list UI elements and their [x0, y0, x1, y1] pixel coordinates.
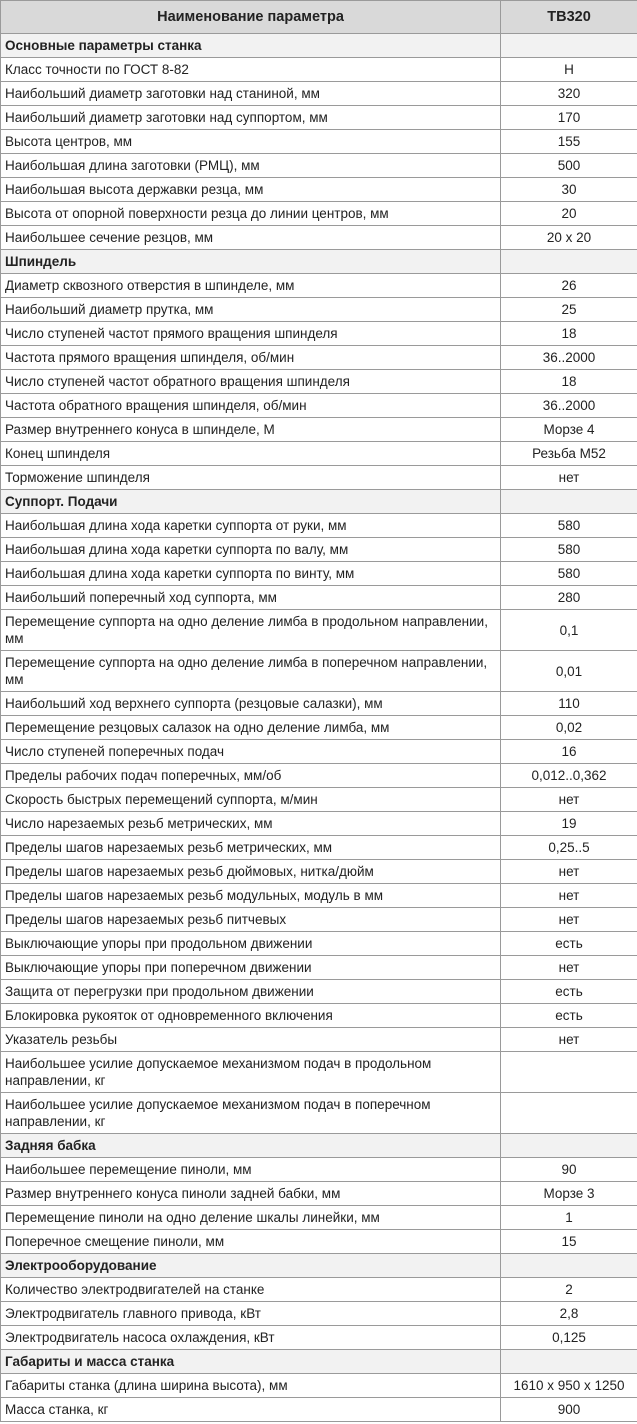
- parameter-name: Диаметр сквозного отверстия в шпинделе, мм: [1, 274, 501, 298]
- table-row: [1, 370, 637, 394]
- table-row: [1, 764, 637, 788]
- parameter-value: 170: [501, 106, 637, 130]
- parameter-value: 90: [501, 1158, 637, 1182]
- section-header-row: [1, 34, 637, 58]
- parameter-name: Блокировка рукояток от одновременного включения: [1, 1004, 501, 1028]
- column-header-model: ТВ320: [501, 1, 637, 34]
- parameter-value: 280: [501, 586, 637, 610]
- parameter-name: Высота центров, мм: [1, 130, 501, 154]
- table-row: [1, 1158, 637, 1182]
- parameter-value: нет: [501, 1028, 637, 1052]
- table-row: [1, 1004, 637, 1028]
- parameter-value: 0,02: [501, 716, 637, 740]
- parameter-value: 36..2000: [501, 346, 637, 370]
- parameter-name: Перемещение резцовых салазок на одно деление лимба, мм: [1, 716, 501, 740]
- table-row: [1, 740, 637, 764]
- parameter-value: 2,8: [501, 1302, 637, 1326]
- parameter-name: Конец шпинделя: [1, 442, 501, 466]
- parameter-name: Размер внутреннего конуса пиноли задней бабки, мм: [1, 1182, 501, 1206]
- parameter-name: Электродвигатель главного привода, кВт: [1, 1302, 501, 1326]
- parameter-name: Перемещение суппорта на одно деление лимба в поперечном направлении, мм: [1, 651, 501, 692]
- parameter-value: 2: [501, 1278, 637, 1302]
- parameter-value: 580: [501, 514, 637, 538]
- parameter-name: Пределы рабочих подач поперечных, мм/об: [1, 764, 501, 788]
- table-header-row: [1, 1, 637, 34]
- parameter-value: 0,125: [501, 1326, 637, 1350]
- parameter-value: 580: [501, 562, 637, 586]
- parameter-name: Количество электродвигателей на станке: [1, 1278, 501, 1302]
- parameter-name: Класс точности по ГОСТ 8-82: [1, 58, 501, 82]
- column-header-name: Наименование параметра: [1, 1, 501, 34]
- parameter-name: Наибольшая длина хода каретки суппорта по валу, мм: [1, 538, 501, 562]
- table-row: [1, 418, 637, 442]
- parameter-value: Морзе 4: [501, 418, 637, 442]
- section-value: [501, 490, 637, 514]
- parameter-value: 580: [501, 538, 637, 562]
- parameter-value: нет: [501, 884, 637, 908]
- parameter-name: Наибольшее сечение резцов, мм: [1, 226, 501, 250]
- table-row: [1, 1182, 637, 1206]
- table-row: [1, 226, 637, 250]
- parameter-name: Частота обратного вращения шпинделя, об/мин: [1, 394, 501, 418]
- parameter-value: 0,1: [501, 610, 637, 651]
- parameter-name: Перемещение суппорта на одно деление лимба в продольном направлении, мм: [1, 610, 501, 651]
- section-value: [501, 1254, 637, 1278]
- table-row: [1, 106, 637, 130]
- parameter-value: нет: [501, 860, 637, 884]
- table-row: [1, 58, 637, 82]
- parameter-value: 1: [501, 1206, 637, 1230]
- parameter-value: 16: [501, 740, 637, 764]
- table-row: [1, 1028, 637, 1052]
- section-header-row: [1, 1254, 637, 1278]
- table-row: [1, 1326, 637, 1350]
- table-row: [1, 442, 637, 466]
- parameter-value: 15: [501, 1230, 637, 1254]
- parameter-name: Наибольший поперечный ход суппорта, мм: [1, 586, 501, 610]
- parameter-value: нет: [501, 908, 637, 932]
- table-row: [1, 130, 637, 154]
- parameter-name: Масса станка, кг: [1, 1398, 501, 1422]
- parameter-name: Перемещение пиноли на одно деление шкалы линейки, мм: [1, 1206, 501, 1230]
- parameter-value: 155: [501, 130, 637, 154]
- table-row: [1, 932, 637, 956]
- parameter-value: 18: [501, 370, 637, 394]
- parameter-name: Наибольшая высота державки резца, мм: [1, 178, 501, 202]
- parameter-value: 30: [501, 178, 637, 202]
- section-value: [501, 250, 637, 274]
- parameter-name: Высота от опорной поверхности резца до линии центров, мм: [1, 202, 501, 226]
- parameter-name: Наибольшее перемещение пиноли, мм: [1, 1158, 501, 1182]
- parameter-value: 25: [501, 298, 637, 322]
- table-row: [1, 202, 637, 226]
- table-row: [1, 1398, 637, 1422]
- section-title: Электрооборудование: [1, 1254, 501, 1278]
- parameter-name: Пределы шагов нарезаемых резьб модульных, модуль в мм: [1, 884, 501, 908]
- parameter-value: есть: [501, 932, 637, 956]
- parameter-value: 20: [501, 202, 637, 226]
- table-row: [1, 908, 637, 932]
- table-row: [1, 651, 637, 692]
- table-row: [1, 836, 637, 860]
- parameter-name: Наибольший диаметр прутка, мм: [1, 298, 501, 322]
- parameter-value: 36..2000: [501, 394, 637, 418]
- table-row: [1, 1374, 637, 1398]
- parameter-value: 0,25..5: [501, 836, 637, 860]
- table-row: [1, 980, 637, 1004]
- parameter-name: Наибольшая длина хода каретки суппорта по винту, мм: [1, 562, 501, 586]
- section-title: Задняя бабка: [1, 1134, 501, 1158]
- parameter-name: Наибольший ход верхнего суппорта (резцовые салазки), мм: [1, 692, 501, 716]
- section-value: [501, 1134, 637, 1158]
- table-row: [1, 788, 637, 812]
- parameter-value: [501, 1093, 637, 1134]
- section-header-row: [1, 490, 637, 514]
- parameter-name: Число нарезаемых резьб метрических, мм: [1, 812, 501, 836]
- table-row: [1, 586, 637, 610]
- parameter-value: есть: [501, 1004, 637, 1028]
- table-row: [1, 538, 637, 562]
- section-header-row: [1, 1134, 637, 1158]
- table-row: [1, 82, 637, 106]
- table-row: [1, 1278, 637, 1302]
- section-title: Основные параметры станка: [1, 34, 501, 58]
- parameter-name: Размер внутреннего конуса в шпинделе, М: [1, 418, 501, 442]
- parameter-value: 0,01: [501, 651, 637, 692]
- parameter-name: Торможение шпинделя: [1, 466, 501, 490]
- parameter-name: Габариты станка (длина ширина высота), мм: [1, 1374, 501, 1398]
- parameter-name: Пределы шагов нарезаемых резьб питчевых: [1, 908, 501, 932]
- parameter-name: Наибольший диаметр заготовки над суппортом, мм: [1, 106, 501, 130]
- table-row: [1, 346, 637, 370]
- parameter-value: 20 x 20: [501, 226, 637, 250]
- parameter-name: Пределы шагов нарезаемых резьб метрических, мм: [1, 836, 501, 860]
- table-row: [1, 610, 637, 651]
- parameter-name: Число ступеней частот обратного вращения шпинделя: [1, 370, 501, 394]
- parameter-name: Число ступеней частот прямого вращения шпинделя: [1, 322, 501, 346]
- parameter-value: 500: [501, 154, 637, 178]
- table-row: [1, 514, 637, 538]
- parameter-name: Указатель резьбы: [1, 1028, 501, 1052]
- parameter-name: Скорость быстрых перемещений суппорта, м/мин: [1, 788, 501, 812]
- table-row: [1, 394, 637, 418]
- table-body: [1, 34, 637, 1422]
- parameter-value: 320: [501, 82, 637, 106]
- parameter-value: Н: [501, 58, 637, 82]
- table-row: [1, 178, 637, 202]
- parameter-value: есть: [501, 980, 637, 1004]
- section-header-row: [1, 250, 637, 274]
- parameter-value: 110: [501, 692, 637, 716]
- table-row: [1, 466, 637, 490]
- parameter-value: 900: [501, 1398, 637, 1422]
- section-header-row: [1, 1350, 637, 1374]
- parameter-value: Резьба М52: [501, 442, 637, 466]
- table-row: [1, 298, 637, 322]
- table-row: [1, 860, 637, 884]
- parameter-value: 18: [501, 322, 637, 346]
- table-row: [1, 274, 637, 298]
- parameter-name: Электродвигатель насоса охлаждения, кВт: [1, 1326, 501, 1350]
- table-row: [1, 1230, 637, 1254]
- parameter-value: 0,012..0,362: [501, 764, 637, 788]
- table-row: [1, 1206, 637, 1230]
- parameter-value: 19: [501, 812, 637, 836]
- parameter-name: Число ступеней поперечных подач: [1, 740, 501, 764]
- parameter-name: Выключающие упоры при поперечном движении: [1, 956, 501, 980]
- table-row: [1, 1093, 637, 1134]
- parameter-name: Наибольшая длина заготовки (РМЦ), мм: [1, 154, 501, 178]
- parameter-name: Защита от перегрузки при продольном движении: [1, 980, 501, 1004]
- table-row: [1, 884, 637, 908]
- parameter-name: Наибольшее усилие допускаемое механизмом подач в продольном направлении, кг: [1, 1052, 501, 1093]
- section-value: [501, 1350, 637, 1374]
- parameter-name: Поперечное смещение пиноли, мм: [1, 1230, 501, 1254]
- parameter-value: нет: [501, 788, 637, 812]
- parameter-value: нет: [501, 956, 637, 980]
- table-row: [1, 322, 637, 346]
- parameter-value: 26: [501, 274, 637, 298]
- table-row: [1, 1052, 637, 1093]
- parameter-value: 1610 x 950 x 1250: [501, 1374, 637, 1398]
- parameter-value: нет: [501, 466, 637, 490]
- parameter-value: Морзе 3: [501, 1182, 637, 1206]
- parameter-name: Наибольший диаметр заготовки над станиной, мм: [1, 82, 501, 106]
- table-row: [1, 956, 637, 980]
- parameter-name: Выключающие упоры при продольном движении: [1, 932, 501, 956]
- table-row: [1, 812, 637, 836]
- section-value: [501, 34, 637, 58]
- parameter-name: Частота прямого вращения шпинделя, об/мин: [1, 346, 501, 370]
- parameter-name: Пределы шагов нарезаемых резьб дюймовых, нитка/дюйм: [1, 860, 501, 884]
- table-row: [1, 692, 637, 716]
- table-row: [1, 1302, 637, 1326]
- parameter-name: Наибольшая длина хода каретки суппорта от руки, мм: [1, 514, 501, 538]
- parameter-value: [501, 1052, 637, 1093]
- table-row: [1, 562, 637, 586]
- section-title: Габариты и масса станка: [1, 1350, 501, 1374]
- section-title: Суппорт. Подачи: [1, 490, 501, 514]
- table-row: [1, 716, 637, 740]
- section-title: Шпиндель: [1, 250, 501, 274]
- table-row: [1, 154, 637, 178]
- parameter-name: Наибольшее усилие допускаемое механизмом подач в поперечном направлении, кг: [1, 1093, 501, 1134]
